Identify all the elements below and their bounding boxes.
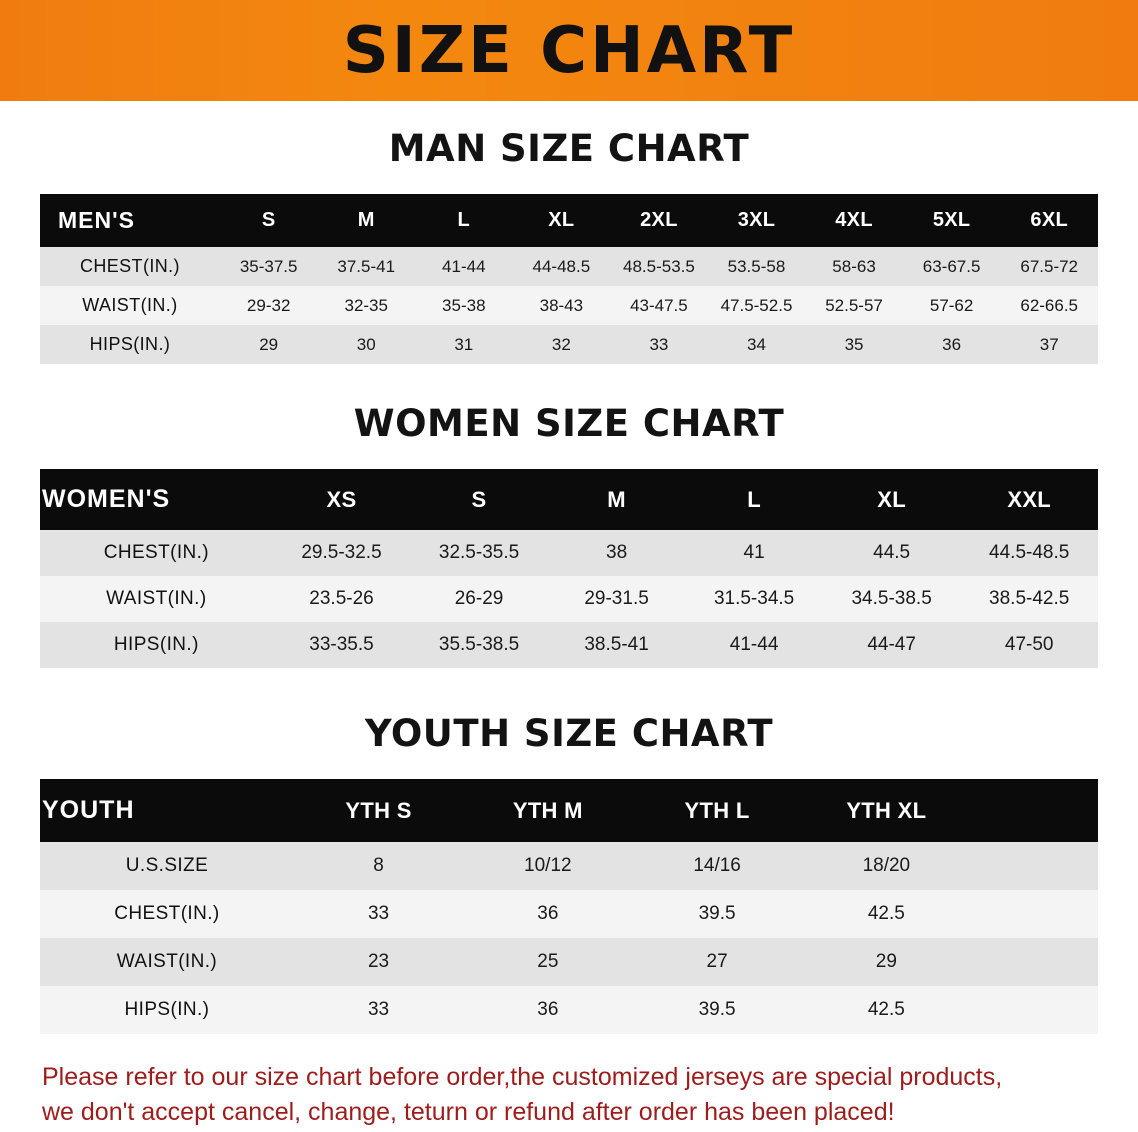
page-banner (0, 0, 1138, 101)
youth-cell: 42.5 (867, 999, 905, 1020)
man-cell: 37.5-41 (337, 256, 396, 276)
man-cell: 47.5-52.5 (720, 295, 793, 315)
youth-cell: 23 (367, 951, 390, 972)
women-cell: 29-31.5 (584, 588, 649, 609)
disclaimer-line-1: Please refer to our size chart before order,the customized jerseys are special products, (42, 1063, 1003, 1091)
man-cell: 29 (259, 334, 279, 354)
women-size-header: L (747, 486, 761, 512)
women-section-heading: WOMEN SIZE CHART (353, 402, 785, 445)
youth-size-header: YTH S (345, 797, 412, 823)
youth-cell: 39.5 (698, 999, 736, 1020)
youth-header-spacer (971, 779, 1098, 842)
youth-cell: 8 (373, 855, 384, 876)
table-row (40, 247, 1098, 286)
women-cell: 33-35.5 (309, 634, 374, 655)
youth-cell-spacer (971, 986, 1098, 1034)
women-size-header: XS (326, 486, 357, 512)
man-size-header: XL (548, 209, 575, 231)
man-cell: 62-66.5 (1020, 295, 1079, 315)
youth-cell-spacer (971, 890, 1098, 938)
women-size-header: M (607, 486, 626, 512)
youth-cell-spacer (971, 938, 1098, 986)
women-cell: 38 (606, 542, 628, 563)
man-row-label: WAIST(IN.) (82, 295, 178, 315)
man-size-table (40, 194, 1098, 364)
man-cell: 35 (844, 334, 864, 354)
youth-cell: 33 (367, 999, 390, 1020)
women-size-header: XL (877, 486, 906, 512)
youth-section-heading: YOUTH SIZE CHART (364, 712, 774, 755)
women-cell: 23.5-26 (309, 588, 374, 609)
youth-cell: 42.5 (867, 903, 905, 924)
man-size-header: S (261, 209, 276, 231)
women-cell: 41-44 (729, 634, 779, 655)
man-cell: 36 (942, 334, 962, 354)
women-cell: 32.5-35.5 (438, 542, 520, 563)
disclaimer-line-2: we don't accept cancel, change, teturn or refund after order has been placed! (42, 1097, 895, 1126)
women-cell: 38.5-42.5 (989, 588, 1070, 609)
man-cell: 44-48.5 (532, 256, 591, 276)
table-row (40, 938, 1098, 986)
man-size-header: 2XL (640, 209, 678, 231)
women-size-table (40, 469, 1098, 668)
women-cell: 34.5-38.5 (851, 588, 932, 609)
table-row (40, 842, 1098, 890)
women-row-label: HIPS(IN.) (113, 634, 199, 655)
man-cell: 29-32 (246, 295, 291, 315)
women-cell: 47-50 (1004, 634, 1054, 655)
man-section-heading: MAN SIZE CHART (388, 127, 750, 170)
women-cell: 29.5-32.5 (301, 542, 382, 563)
youth-row-label: U.S.SIZE (125, 855, 209, 876)
man-cell: 32-35 (344, 295, 388, 315)
youth-cell: 14/16 (693, 855, 741, 876)
man-cell: 35-37.5 (239, 256, 298, 276)
youth-cell-spacer (971, 842, 1098, 890)
youth-cell: 10/12 (524, 855, 572, 876)
man-size-header: L (457, 209, 471, 231)
man-header-label: MEN'S (58, 207, 135, 233)
youth-size-header: YTH M (512, 797, 583, 823)
man-cell: 41-44 (442, 256, 486, 276)
page-title: SIZE CHART (342, 13, 796, 88)
disclaimer-note (36, 1060, 1102, 1129)
man-size-header: 5XL (932, 209, 971, 231)
table-row (40, 986, 1098, 1034)
table-row (40, 890, 1098, 938)
youth-size-header: YTH L (684, 797, 750, 823)
youth-size-table (40, 779, 1098, 1034)
man-size-header: M (357, 209, 375, 231)
women-size-header: XXL (1007, 486, 1052, 512)
man-size-header: 3XL (737, 209, 776, 231)
table-row (40, 325, 1098, 364)
man-cell: 32 (551, 334, 571, 354)
man-cell: 35-38 (442, 295, 486, 315)
man-cell: 33 (649, 334, 669, 354)
youth-cell: 36 (537, 999, 559, 1020)
youth-cell: 36 (537, 903, 559, 924)
women-row-label: CHEST(IN.) (103, 542, 210, 563)
women-cell: 44.5-48.5 (989, 542, 1070, 563)
man-cell: 34 (747, 334, 766, 354)
man-cell: 52.5-57 (825, 295, 883, 315)
women-cell: 44-47 (867, 634, 916, 655)
youth-cell: 33 (367, 903, 390, 924)
man-cell: 57-62 (929, 295, 974, 315)
man-cell: 58-63 (832, 256, 876, 276)
man-cell: 38-43 (539, 295, 584, 315)
man-cell: 63-67.5 (922, 256, 981, 276)
man-cell: 30 (356, 334, 376, 354)
man-cell: 43-47.5 (630, 295, 688, 315)
youth-table-header-row (40, 779, 1098, 842)
women-size-table-wrapper (40, 469, 1098, 668)
youth-cell: 29 (875, 951, 897, 972)
table-row (40, 622, 1098, 668)
table-row (40, 530, 1098, 576)
women-cell: 44.5 (873, 542, 911, 563)
youth-size-table-wrapper (40, 779, 1098, 1034)
youth-cell: 18/20 (862, 855, 911, 876)
youth-row-label: HIPS(IN.) (124, 999, 210, 1020)
women-cell: 26-29 (454, 588, 504, 609)
women-row-label: WAIST(IN.) (106, 588, 207, 609)
man-cell: 53.5-58 (727, 256, 786, 276)
women-size-header: S (471, 486, 487, 512)
youth-row-label: CHEST(IN.) (114, 903, 220, 924)
women-cell: 38.5-41 (584, 634, 649, 655)
man-row-label: HIPS(IN.) (89, 334, 171, 354)
women-cell: 31.5-34.5 (713, 588, 795, 609)
man-row-label: CHEST(IN.) (79, 256, 180, 276)
man-cell: 48.5-53.5 (623, 256, 695, 276)
man-cell: 31 (454, 334, 474, 354)
youth-size-header: YTH XL (846, 797, 927, 823)
youth-header-label: YOUTH (42, 796, 135, 824)
man-cell: 37 (1039, 334, 1059, 354)
youth-cell: 39.5 (698, 903, 736, 924)
women-cell: 35.5-38.5 (438, 634, 520, 655)
youth-row-label: WAIST(IN.) (116, 951, 218, 972)
man-size-header: 4XL (835, 209, 873, 231)
man-table-header-row (40, 194, 1098, 247)
table-row (40, 576, 1098, 622)
man-cell: 67.5-72 (1020, 256, 1079, 276)
youth-cell: 27 (706, 951, 728, 972)
table-row (40, 286, 1098, 325)
youth-cell: 25 (537, 951, 559, 972)
women-header-label: WOMEN'S (42, 485, 171, 513)
man-size-header: 6XL (1030, 209, 1068, 231)
women-table-header-row (40, 469, 1098, 530)
man-size-table-wrapper (40, 194, 1098, 364)
women-cell: 41 (743, 542, 765, 563)
